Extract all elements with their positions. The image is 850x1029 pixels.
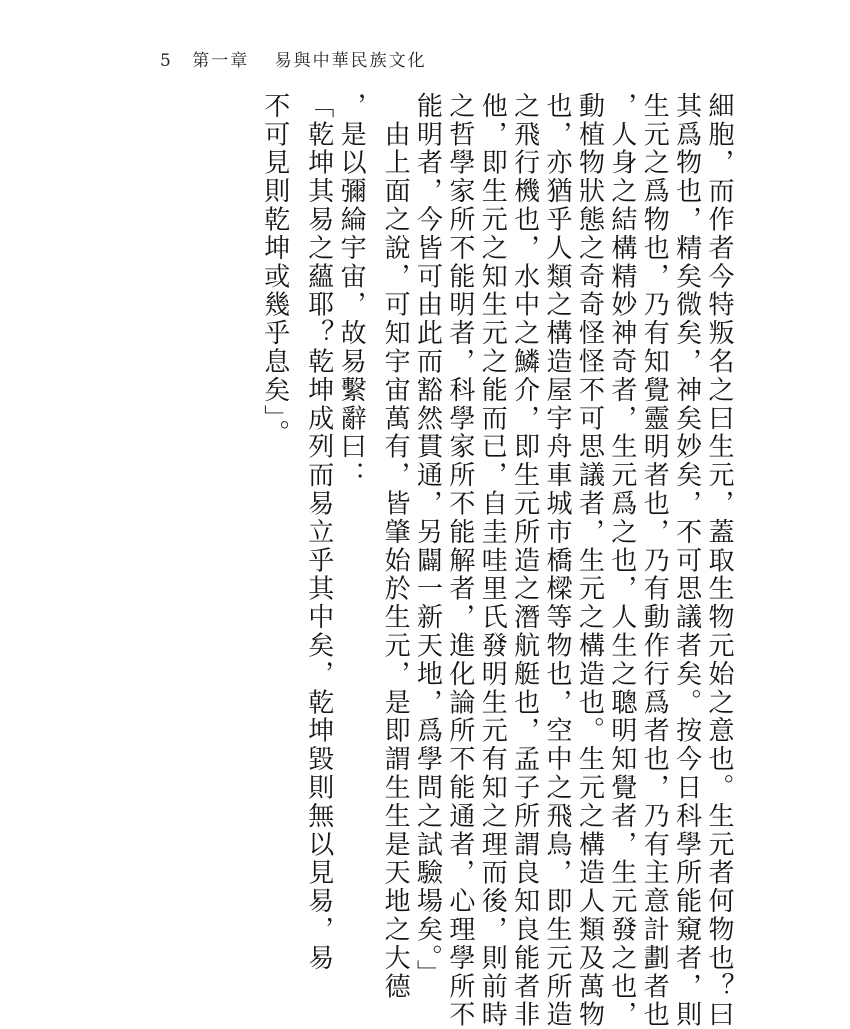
page-number: 5 (160, 51, 173, 71)
text-column: 由上面之說，可知宇宙萬有，皆肇始於生元，是即謂生生是天地之大德 (380, 92, 411, 1001)
chapter-label: 第一章 (192, 51, 250, 71)
text-column: 生元之爲物也，乃有知覺靈明者也，乃有動作行爲者也，乃有主意計劃者也 (639, 92, 670, 1029)
text-column: ，是以彌綸宇宙，故易繫辭曰： (336, 92, 367, 490)
quote-column: 「乾坤其易之蘊耶？乾坤成列而易立乎其中矣，乾坤毀則無以見易，易 (303, 92, 334, 973)
text-column: 之哲學家所不能明者，科學家所不能解者，進化論所不能通者，心理學所不 (444, 92, 475, 1029)
text-column: 其爲物也，精矣微矣，神矣妙矣，不可思議者矣。按今日科學所能窺者，則 (671, 92, 702, 1029)
text-column: ，人身之結構精妙神奇者，生元爲之也，人生之聰明知覺者，生元發之也， (606, 92, 637, 1029)
text-column: 他，即生元之知生元之能而已，自圭哇里氏發明生元有知之理而後，則前時 (477, 92, 508, 1029)
text-column: 也，亦猶乎人類之構造屋宇舟車城市橋樑等物也，空中之飛鳥，即生元所造 (542, 92, 573, 1029)
text-column: 之飛行機也，水中之鱗介，即生元所造之潛航艇也，孟子所謂良知良能者非 (509, 92, 540, 1029)
text-column: 能明者，今皆可由此而豁然貫通，另闢一新天地，爲學問之試驗場矣。」 (412, 92, 443, 988)
quote-column: 不可見則乾坤或幾乎息矣」。 (259, 92, 290, 449)
text-column: 細胞，而作者今特叛名之曰生元，蓋取生物元始之意也。生元者何物也？曰 (704, 92, 734, 1029)
running-header (160, 46, 427, 71)
text-column: 動植物狀態之奇奇怪怪不可思議者，生元之構造也。生元之構造人類及萬物 (574, 92, 605, 1029)
vertical-text-body (256, 92, 734, 1029)
chapter-title: 易與中華民族文化 (274, 51, 427, 71)
